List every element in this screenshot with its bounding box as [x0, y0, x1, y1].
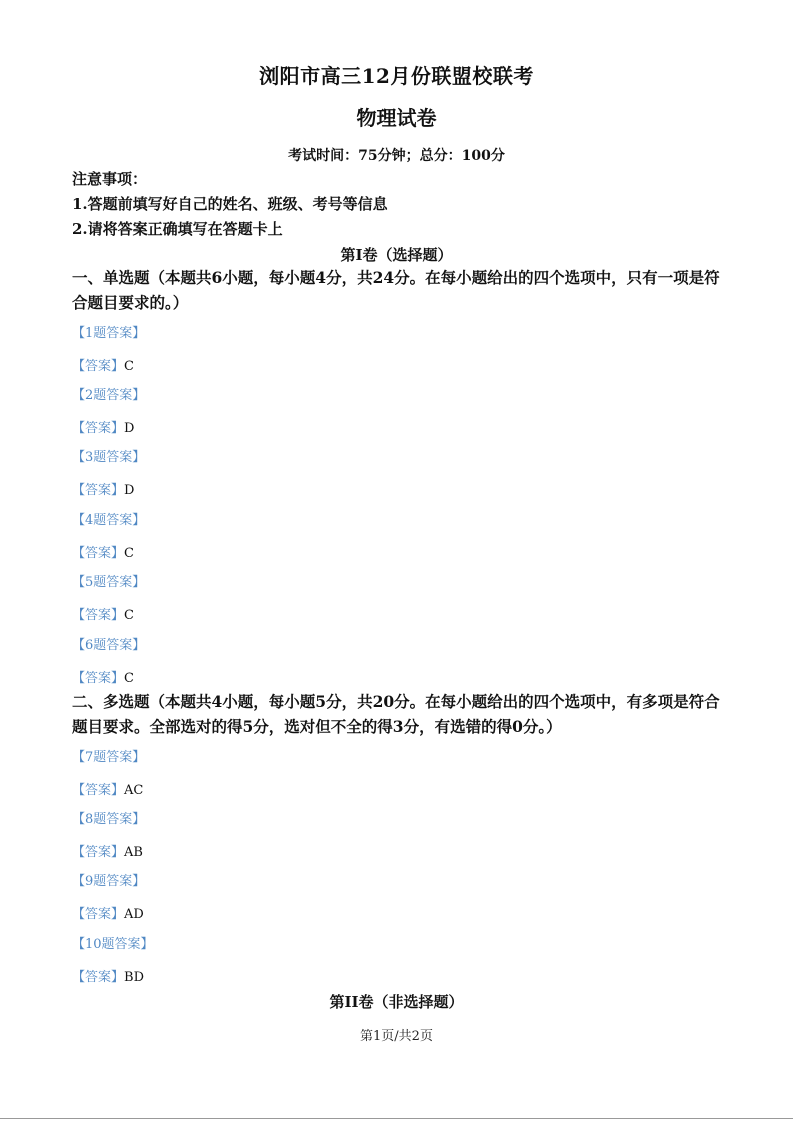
answer-value-3: D: [124, 483, 135, 498]
answer-row-3: [72, 479, 134, 498]
question-label-8: 【8题答案】: [72, 812, 146, 827]
answer-prefix: 【答案】: [72, 421, 125, 436]
question-label-2: 【2题答案】: [72, 388, 146, 403]
question-label-6: 【6题答案】: [72, 638, 146, 653]
exam-info: 考试时间：75分钟；总分：100分: [288, 148, 505, 164]
question-label-7: 【7题答案】: [72, 750, 146, 765]
answer-prefix: 【答案】: [72, 546, 125, 561]
answer-row-7: [72, 779, 143, 798]
answer-prefix: 【答案】: [72, 483, 125, 498]
answer-prefix: 【答案】: [72, 907, 125, 922]
answer-prefix: 【答案】: [72, 783, 125, 798]
answer-value-4: C: [124, 546, 134, 561]
answer-prefix: 【答案】: [72, 970, 125, 985]
answer-value-1: C: [124, 359, 134, 374]
answer-value-5: C: [124, 608, 134, 623]
answer-value-2: D: [124, 421, 135, 436]
notes-heading: 注意事项：: [72, 170, 148, 188]
answer-row-6: [72, 667, 134, 686]
answer-prefix: 【答案】: [72, 359, 125, 374]
answer-value-7: AC: [124, 783, 144, 798]
note-item-2: 2.请将答案正确填写在答题卡上: [72, 220, 283, 238]
part2-title: 第II卷（非选择题）: [329, 993, 464, 1011]
answer-row-4: [72, 542, 134, 561]
question-label-4: 【4题答案】: [72, 513, 146, 528]
page-bottom-divider: [0, 1118, 793, 1119]
answer-row-2: [72, 417, 134, 436]
exam-title: 浏阳市高三12月份联盟校联考: [259, 64, 534, 88]
question-label-10: 【10题答案】: [72, 937, 154, 952]
section2-instructions: 二、多选题（本题共4小题，每小题5分，共20分。在每小题给出的四个选项中，有多项是符合题目要求。全部选对的得5分，选对但不全的得3分，有选错的得0分。）: [72, 692, 720, 736]
question-label-9: 【9题答案】: [72, 874, 146, 889]
question-label-3: 【3题答案】: [72, 450, 146, 465]
answer-row-10: [72, 966, 144, 985]
answer-prefix: 【答案】: [72, 845, 125, 860]
question-label-1: 【1题答案】: [72, 326, 146, 341]
answer-value-9: AD: [124, 907, 144, 922]
answer-row-5: [72, 604, 134, 623]
part1-title: 第I卷（选择题）: [340, 246, 453, 264]
answer-value-10: BD: [124, 970, 144, 985]
answer-prefix: 【答案】: [72, 608, 125, 623]
note-item-1: 1.答题前填写好自己的姓名、班级、考号等信息: [72, 195, 388, 213]
exam-subject: 物理试卷: [356, 106, 437, 130]
section1-instructions: 一、单选题（本题共6小题，每小题4分，共24分。在每小题给出的四个选项中，只有一项是符合题目要求的。）: [72, 268, 720, 312]
question-label-5: 【5题答案】: [72, 575, 146, 590]
answer-row-8: [72, 841, 143, 860]
answer-value-8: AB: [124, 845, 143, 860]
answer-prefix: 【答案】: [72, 671, 125, 686]
answer-row-9: [72, 903, 144, 922]
answer-row-1: [72, 355, 134, 374]
answer-value-6: C: [124, 671, 134, 686]
page-indicator: 第1页/共2页: [360, 1029, 433, 1044]
